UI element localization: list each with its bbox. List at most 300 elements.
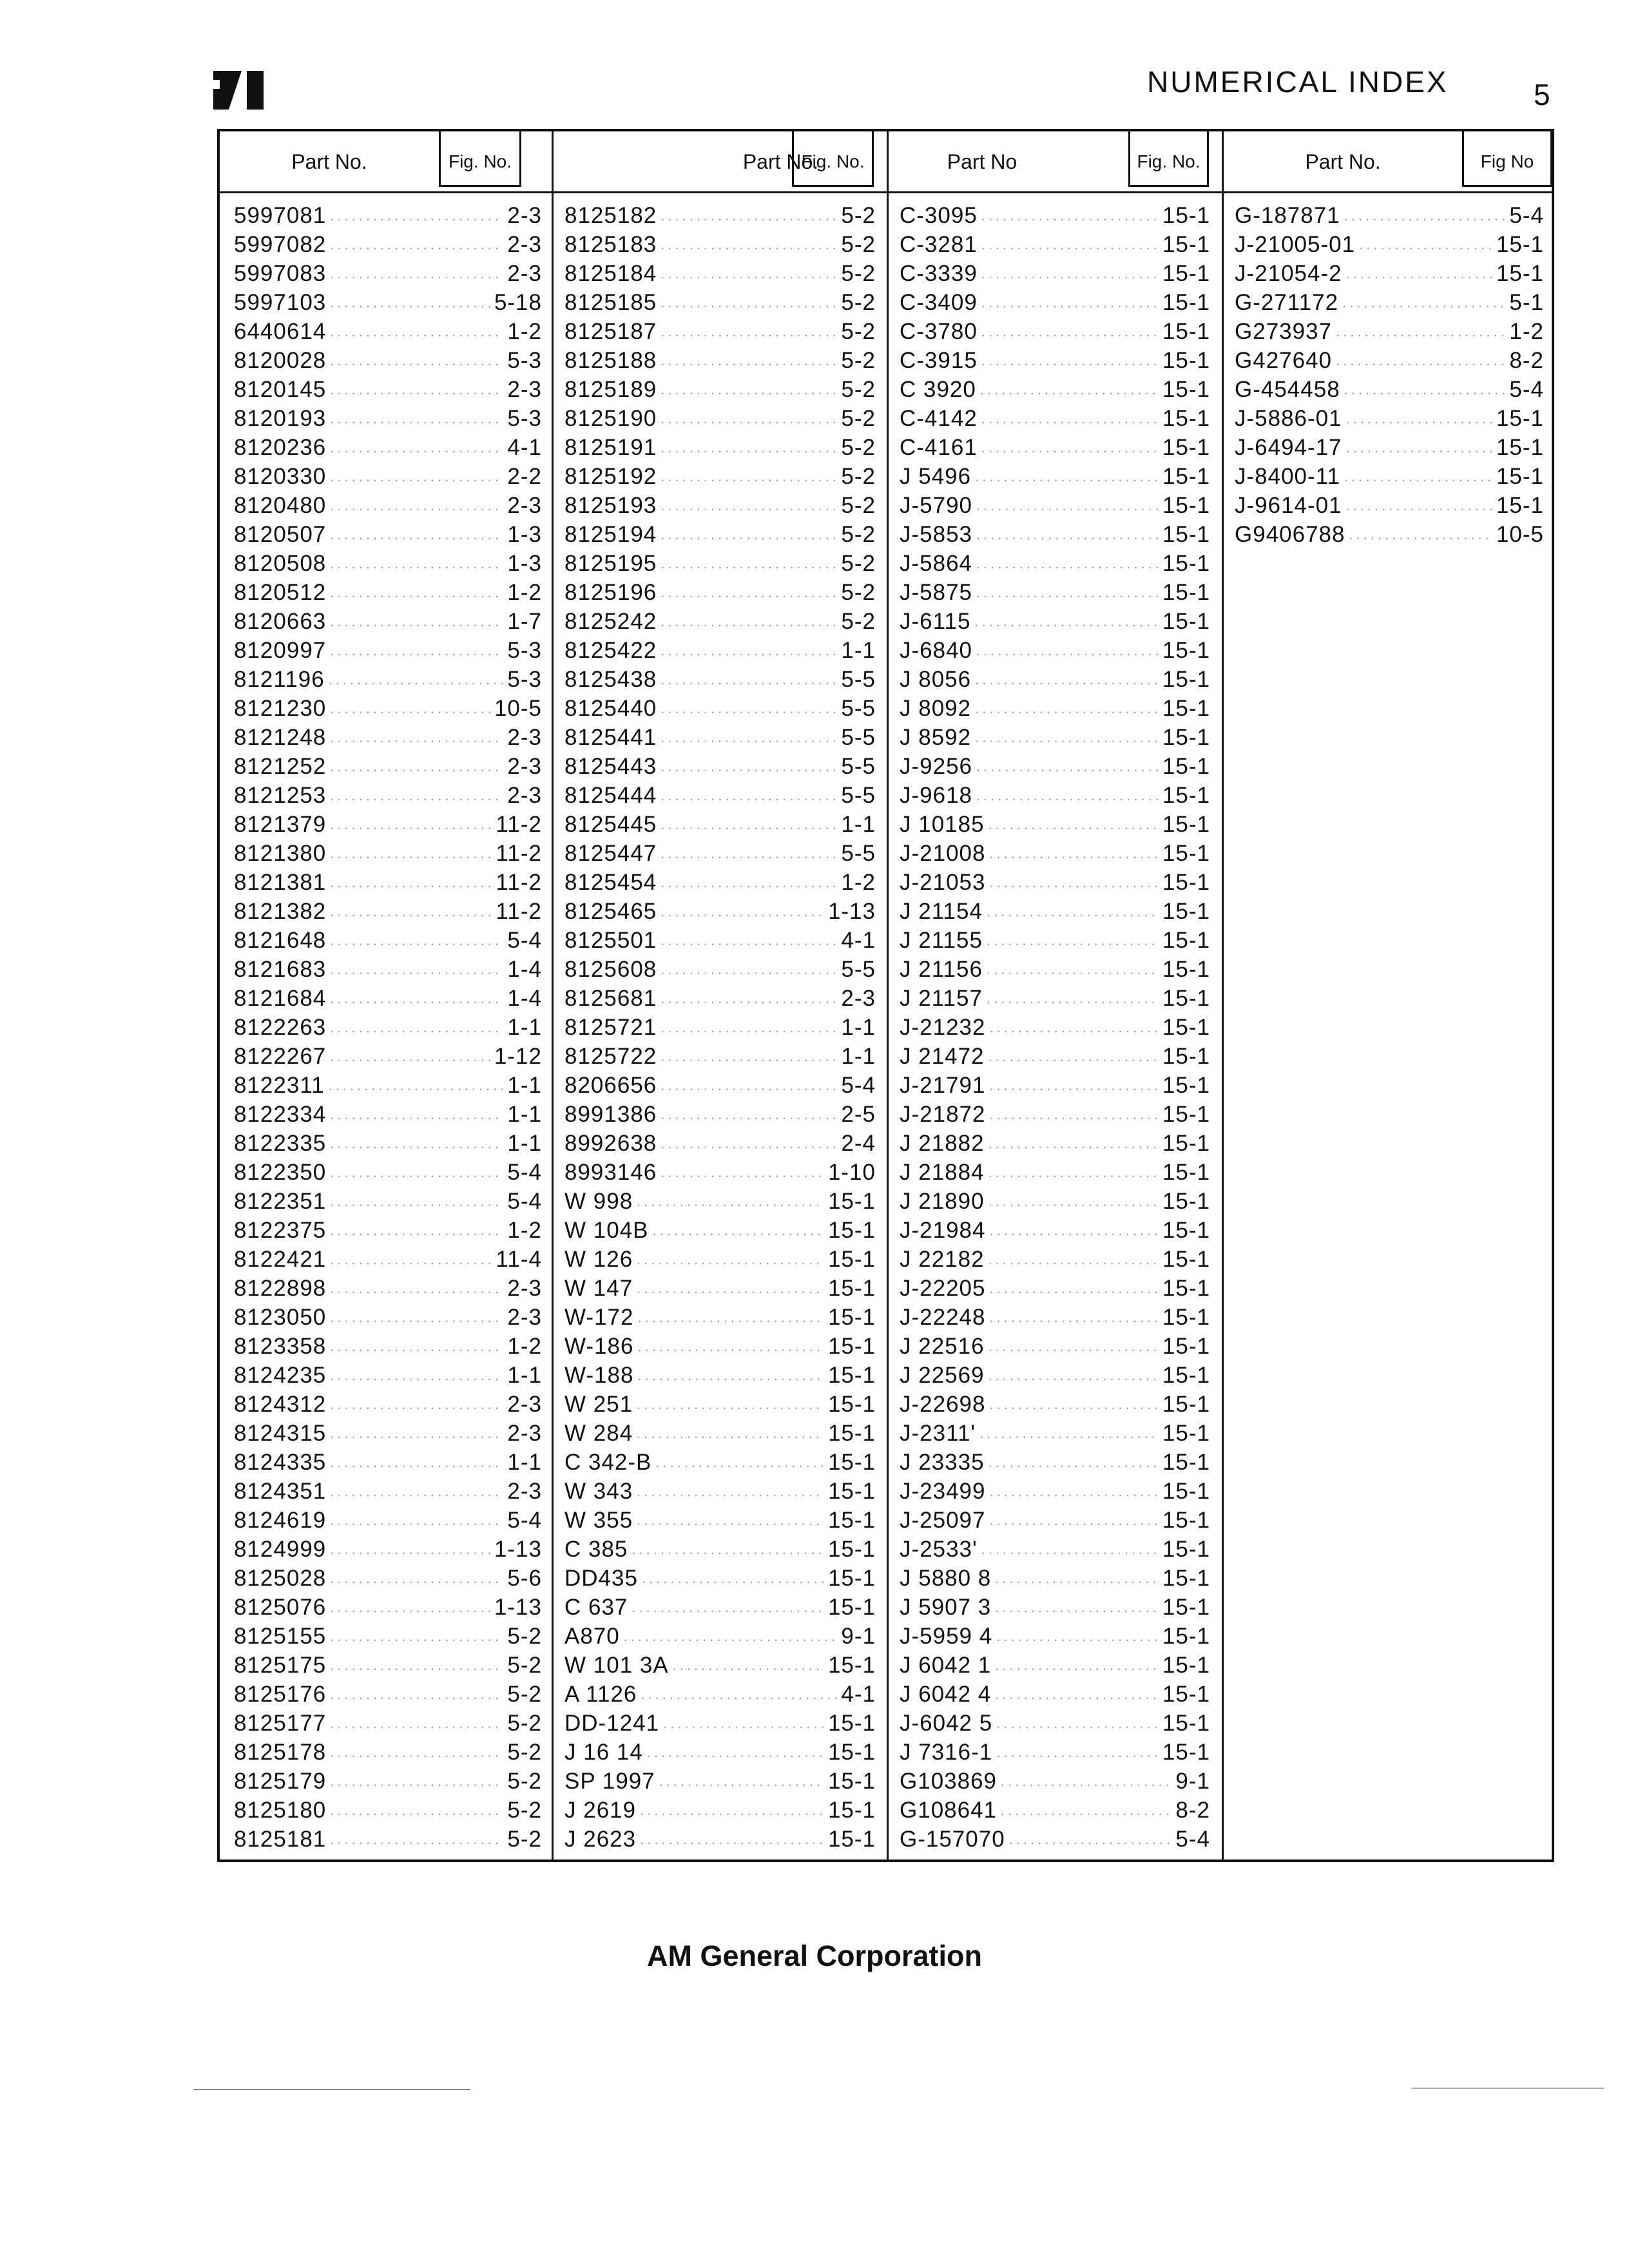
index-row — [900, 1709, 1210, 1738]
index-row — [1235, 520, 1544, 549]
dot-leader — [660, 758, 837, 775]
dot-leader — [330, 845, 492, 862]
index-row — [234, 1477, 542, 1506]
figure-number: 4-1 — [841, 927, 876, 953]
index-row — [564, 665, 876, 694]
figure-number: 1-2 — [1509, 318, 1544, 344]
part-number: J-5864 — [900, 550, 973, 576]
part-number: J 2619 — [564, 1797, 637, 1823]
part-number: G-187871 — [1235, 202, 1340, 228]
figure-number: 15-1 — [827, 1478, 876, 1504]
index-row — [900, 230, 1210, 259]
part-number: 8121381 — [234, 869, 327, 895]
column-divider — [552, 131, 554, 1860]
dot-leader — [637, 1367, 824, 1384]
index-row — [234, 1245, 542, 1274]
index-row — [1235, 230, 1544, 259]
dot-leader — [1349, 526, 1492, 543]
figure-number: 15-1 — [827, 1826, 876, 1852]
part-number: J 5880 8 — [900, 1565, 992, 1591]
figure-number: 5-4 — [1509, 202, 1544, 228]
part-number: 8125181 — [234, 1826, 327, 1852]
index-row — [564, 1680, 876, 1709]
dot-leader — [988, 1251, 1159, 1268]
dot-leader — [987, 932, 1159, 949]
part-number: G9406788 — [1235, 521, 1345, 547]
index-row — [564, 433, 876, 462]
part-number: W-172 — [564, 1304, 634, 1330]
figure-number: 5-2 — [841, 521, 876, 547]
figure-number: 5-2 — [841, 376, 876, 402]
index-row — [900, 839, 1210, 868]
figure-number: 5-5 — [841, 956, 876, 982]
part-number: J 22182 — [900, 1246, 985, 1272]
part-number: J-21232 — [900, 1014, 986, 1040]
dot-leader — [330, 729, 503, 746]
dot-leader — [637, 1483, 824, 1500]
part-number: G-271172 — [1235, 289, 1339, 315]
figure-number: 1-2 — [507, 579, 542, 605]
index-row — [564, 1013, 876, 1042]
figure-number: 5-3 — [507, 666, 542, 692]
dot-leader — [989, 1077, 1158, 1094]
figure-number: 15-1 — [827, 1217, 876, 1243]
figure-number: 15-1 — [1162, 753, 1210, 779]
part-number: DD435 — [564, 1565, 638, 1591]
figure-number: 15-1 — [827, 1565, 876, 1591]
dot-leader — [330, 1251, 492, 1268]
header-part-no: Part No — [947, 149, 1017, 173]
part-number: 8120507 — [234, 521, 327, 547]
dot-leader — [660, 555, 837, 572]
part-number: J 5496 — [900, 463, 972, 489]
figure-number: 15-1 — [1496, 492, 1544, 518]
part-number: 8125178 — [234, 1739, 327, 1765]
dot-leader — [660, 990, 837, 1007]
dot-leader — [988, 1367, 1159, 1384]
index-row — [234, 1042, 542, 1071]
figure-number: 5-2 — [841, 231, 876, 257]
figure-number: 15-1 — [827, 1275, 876, 1301]
dot-leader — [330, 1657, 503, 1674]
part-number: J 21472 — [900, 1043, 985, 1069]
part-number: 8124312 — [234, 1391, 327, 1417]
dot-leader — [981, 323, 1159, 340]
index-row — [1235, 317, 1544, 346]
dot-leader — [988, 816, 1159, 833]
figure-number: 5-6 — [507, 1565, 542, 1591]
figure-number: 15-1 — [1162, 405, 1210, 431]
dot-leader — [330, 1280, 503, 1297]
index-row — [564, 1390, 876, 1419]
dot-leader — [660, 642, 837, 659]
figure-number: 15-1 — [1162, 318, 1210, 344]
part-number: 8125196 — [564, 579, 657, 605]
dot-leader — [330, 1744, 503, 1761]
index-row — [900, 1274, 1210, 1303]
figure-number: 15-1 — [1162, 898, 1210, 924]
figure-number: 2-3 — [507, 202, 542, 228]
figure-number: 15-1 — [1162, 782, 1210, 808]
index-row — [564, 1448, 876, 1477]
index-row — [564, 288, 876, 317]
index-row — [234, 404, 542, 433]
part-number: 5997081 — [234, 202, 327, 228]
dot-leader — [637, 1280, 824, 1297]
figure-number: 2-3 — [507, 1275, 542, 1301]
part-number: 8124335 — [234, 1449, 327, 1475]
dot-leader — [660, 323, 837, 340]
dot-leader — [988, 1454, 1159, 1471]
dot-leader — [989, 1280, 1158, 1297]
part-number: J-21008 — [900, 840, 986, 866]
index-row — [900, 984, 1210, 1013]
part-number: J 6042 1 — [900, 1652, 992, 1678]
index-row — [900, 1506, 1210, 1535]
dot-leader — [987, 990, 1159, 1007]
figure-number: 1-1 — [507, 1014, 542, 1040]
dot-leader — [981, 207, 1159, 224]
index-row — [564, 607, 876, 636]
part-number: 8120028 — [234, 347, 327, 373]
index-row — [900, 723, 1210, 752]
index-row — [900, 694, 1210, 723]
figure-number: 15-1 — [1162, 1043, 1210, 1069]
figure-number: 15-1 — [1162, 1188, 1210, 1214]
figure-number: 15-1 — [827, 1768, 876, 1794]
part-number: G-454458 — [1235, 376, 1340, 402]
figure-number: 5-3 — [507, 405, 542, 431]
figure-number: 15-1 — [1162, 1652, 1210, 1678]
dot-leader — [640, 1831, 824, 1848]
figure-number: 15-1 — [1162, 434, 1210, 460]
index-row — [564, 1361, 876, 1390]
index-row — [234, 1419, 542, 1448]
dot-leader — [330, 294, 490, 311]
index-row — [564, 404, 876, 433]
index-row — [900, 1361, 1210, 1390]
index-row — [234, 1332, 542, 1361]
part-number: W 126 — [564, 1246, 633, 1272]
index-row — [900, 1071, 1210, 1100]
index-row — [564, 752, 876, 781]
part-number: 8124235 — [234, 1362, 327, 1388]
dot-leader — [660, 903, 824, 920]
figure-number: 5-4 — [1509, 376, 1544, 402]
part-number: 5997103 — [234, 289, 327, 315]
part-number: A 1126 — [564, 1681, 637, 1707]
index-row — [564, 1042, 876, 1071]
figure-number: 15-1 — [1162, 1101, 1210, 1127]
page-number: 5 — [1534, 78, 1550, 111]
dot-leader — [989, 1106, 1158, 1123]
figure-number: 5-2 — [841, 463, 876, 489]
part-number: J-21005-01 — [1235, 231, 1356, 257]
dot-leader — [981, 439, 1159, 456]
index-row — [234, 1593, 542, 1622]
am-general-logo-icon — [213, 71, 265, 110]
figure-number: 1-2 — [507, 318, 542, 344]
index-column-1 — [234, 201, 542, 1854]
figure-number: 5-4 — [507, 927, 542, 953]
index-row — [234, 1013, 542, 1042]
index-row — [234, 317, 542, 346]
dot-leader — [330, 1222, 503, 1239]
index-row — [564, 1303, 876, 1332]
part-number: 8125722 — [564, 1043, 657, 1069]
index-row — [234, 665, 542, 694]
index-row — [900, 1303, 1210, 1332]
index-row — [564, 1709, 876, 1738]
part-number: 8125185 — [564, 289, 657, 315]
figure-number: 5-2 — [841, 492, 876, 518]
figure-number: 15-1 — [1162, 1014, 1210, 1040]
figure-number: 15-1 — [1162, 289, 1210, 315]
dot-leader — [976, 555, 1159, 572]
dot-leader — [330, 642, 503, 659]
dot-leader — [660, 700, 837, 717]
index-row — [900, 1042, 1210, 1071]
figure-number: 4-1 — [507, 434, 542, 460]
figure-number: 1-1 — [841, 637, 876, 663]
part-number: 8125443 — [564, 753, 657, 779]
index-row — [900, 462, 1210, 491]
index-row — [234, 1390, 542, 1419]
dot-leader — [673, 1657, 824, 1674]
figure-number: 2-3 — [507, 753, 542, 779]
index-row — [234, 1303, 542, 1332]
figure-number: 15-1 — [1162, 1362, 1210, 1388]
part-number: 8121253 — [234, 782, 327, 808]
part-number: J-6494-17 — [1235, 434, 1342, 460]
index-row — [234, 1709, 542, 1738]
dot-leader — [660, 1077, 837, 1094]
figure-number: 5-3 — [507, 637, 542, 663]
part-number: G427640 — [1235, 347, 1333, 373]
part-number: J-5790 — [900, 492, 973, 518]
part-number: J-25097 — [900, 1507, 986, 1533]
part-number: C 3920 — [900, 376, 976, 402]
dot-leader — [660, 294, 837, 311]
figure-number: 5-5 — [841, 724, 876, 750]
figure-number: 15-1 — [827, 1710, 876, 1736]
index-row — [900, 926, 1210, 955]
dot-leader — [660, 265, 837, 282]
header-fig-no: Fig. No. — [1137, 151, 1200, 171]
dot-leader — [981, 236, 1159, 253]
dot-leader — [981, 410, 1159, 427]
dot-leader — [330, 1019, 503, 1036]
part-number: 5997083 — [234, 260, 327, 286]
dot-leader — [637, 1309, 824, 1326]
index-row — [234, 897, 542, 926]
dot-leader — [330, 1628, 503, 1645]
part-number: 8122334 — [234, 1101, 327, 1127]
dot-leader — [660, 671, 837, 688]
part-number: C-3095 — [900, 202, 978, 228]
part-number: 8125441 — [564, 724, 657, 750]
part-number: 8125028 — [234, 1565, 327, 1591]
figure-number: 15-1 — [1162, 1275, 1210, 1301]
part-number: 8125447 — [564, 840, 657, 866]
part-number: 8120330 — [234, 463, 327, 489]
index-row — [234, 1680, 542, 1709]
page-title: NUMERICAL INDEX — [1147, 65, 1449, 99]
part-number: 8121252 — [234, 753, 327, 779]
figure-number: 15-1 — [827, 1507, 876, 1533]
dot-leader — [979, 1425, 1159, 1442]
figure-number: 15-1 — [1162, 1623, 1210, 1649]
figure-number: 1-13 — [494, 1594, 542, 1620]
dot-leader — [1009, 1831, 1172, 1848]
figure-number: 5-4 — [841, 1072, 876, 1098]
figure-number: 15-1 — [1162, 260, 1210, 286]
index-row — [900, 1593, 1210, 1622]
part-number: 8120512 — [234, 579, 327, 605]
figure-number: 1-10 — [827, 1159, 876, 1185]
dot-leader — [330, 1599, 490, 1616]
dot-leader — [660, 497, 837, 514]
part-number: J-21872 — [900, 1101, 986, 1127]
figure-number: 15-1 — [1162, 579, 1210, 605]
figure-number: 15-1 — [1162, 1681, 1210, 1707]
dot-leader — [1336, 352, 1505, 369]
figure-number: 2-3 — [507, 376, 542, 402]
dot-leader — [980, 381, 1159, 398]
dot-leader — [330, 961, 503, 978]
index-row — [234, 636, 542, 665]
dot-leader — [660, 410, 837, 427]
dot-leader — [988, 1338, 1159, 1355]
index-row — [564, 491, 876, 520]
part-number: SP 1997 — [564, 1768, 655, 1794]
dot-leader — [330, 584, 503, 601]
index-row — [564, 578, 876, 607]
dot-leader — [1342, 294, 1505, 311]
figure-number: 15-1 — [1162, 202, 1210, 228]
index-row — [900, 1477, 1210, 1506]
dot-leader — [981, 265, 1159, 282]
part-number: 8125187 — [564, 318, 657, 344]
dot-leader — [330, 1483, 503, 1500]
part-number: 8125242 — [564, 608, 657, 634]
dot-leader — [1359, 236, 1492, 253]
figure-number: 1-1 — [841, 811, 876, 837]
index-row — [900, 288, 1210, 317]
index-row — [564, 868, 876, 897]
figure-number: 5-2 — [507, 1826, 542, 1852]
figure-number: 15-1 — [827, 1333, 876, 1359]
figure-number: 15-1 — [1162, 1072, 1210, 1098]
dot-leader — [647, 1744, 824, 1761]
figure-number: 15-1 — [1162, 1536, 1210, 1562]
header-part-no: Part No. — [1305, 149, 1381, 173]
part-number: J 5907 3 — [900, 1594, 992, 1620]
figure-number: 2-5 — [841, 1101, 876, 1127]
part-number: 8122335 — [234, 1130, 327, 1156]
dot-leader — [330, 1802, 503, 1819]
dot-leader — [987, 961, 1159, 978]
dot-leader — [330, 439, 503, 456]
index-row — [234, 578, 542, 607]
part-number: J-5853 — [900, 521, 973, 547]
index-row — [900, 433, 1210, 462]
figure-number: 1-2 — [841, 869, 876, 895]
dot-leader — [975, 671, 1159, 688]
part-number: C 385 — [564, 1536, 628, 1562]
index-row — [564, 839, 876, 868]
part-number: 5997082 — [234, 231, 327, 257]
figure-number: 5-2 — [507, 1652, 542, 1678]
part-number: 8125721 — [564, 1014, 657, 1040]
figure-number: 5-2 — [507, 1797, 542, 1823]
index-row — [900, 1245, 1210, 1274]
part-number: 8120508 — [234, 550, 327, 576]
part-number: J 21156 — [900, 956, 983, 982]
dot-leader — [330, 1686, 503, 1703]
dot-leader — [637, 1193, 824, 1210]
index-row — [234, 1506, 542, 1535]
figure-number: 15-1 — [1162, 811, 1210, 837]
index-row — [900, 1100, 1210, 1129]
part-number: 8123358 — [234, 1333, 327, 1359]
dot-leader — [660, 207, 837, 224]
index-row — [234, 694, 542, 723]
index-row — [1235, 288, 1544, 317]
index-row — [564, 723, 876, 752]
dot-leader — [329, 1077, 504, 1094]
figure-number: 15-1 — [1162, 840, 1210, 866]
dot-leader — [642, 1570, 824, 1587]
index-row — [1235, 433, 1544, 462]
dot-leader — [631, 1599, 824, 1616]
part-number: 8125445 — [564, 811, 657, 837]
part-number: 8125180 — [234, 1797, 327, 1823]
index-row — [564, 259, 876, 288]
part-number: J-2533' — [900, 1536, 978, 1562]
part-number: 8125182 — [564, 202, 657, 228]
figure-number: 15-1 — [1162, 1217, 1210, 1243]
part-number: C-4161 — [900, 434, 978, 460]
dot-leader — [981, 352, 1159, 369]
dot-leader — [988, 1135, 1159, 1152]
figure-number: 5-2 — [841, 579, 876, 605]
index-row — [1235, 201, 1544, 230]
dot-leader — [330, 1541, 490, 1558]
dot-leader — [330, 1396, 503, 1413]
dot-leader — [996, 1744, 1159, 1761]
dot-leader — [988, 1048, 1159, 1065]
figure-number: 2-3 — [507, 1391, 542, 1417]
figure-number: 15-1 — [1162, 550, 1210, 576]
figure-number: 15-1 — [1496, 231, 1544, 257]
figure-number: 15-1 — [1162, 1304, 1210, 1330]
index-row — [234, 810, 542, 839]
dot-leader — [330, 236, 503, 253]
figure-number: 1-1 — [841, 1043, 876, 1069]
index-row — [1235, 259, 1544, 288]
figure-number: 5-2 — [507, 1681, 542, 1707]
figure-number: 2-4 — [841, 1130, 876, 1156]
index-row — [564, 1245, 876, 1274]
part-number: 8125422 — [564, 637, 657, 663]
header-part-no: Part No. — [742, 149, 819, 173]
index-row — [564, 926, 876, 955]
index-row — [900, 868, 1210, 897]
part-number: J-21054-2 — [1235, 260, 1342, 286]
part-number: 8125681 — [564, 985, 657, 1011]
dot-leader — [330, 497, 503, 514]
